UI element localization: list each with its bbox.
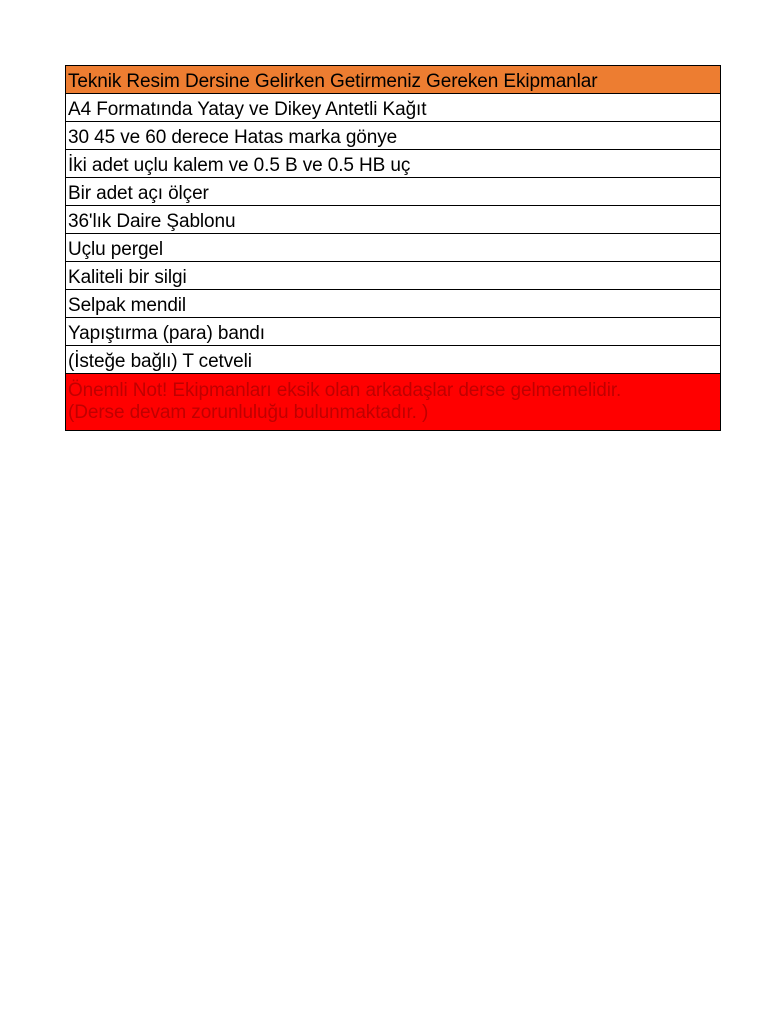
important-note-row bbox=[66, 374, 721, 431]
table-row bbox=[66, 178, 721, 206]
table-row bbox=[66, 150, 721, 178]
table-cell: Bir adet açı ölçer bbox=[66, 178, 721, 206]
table-cell: 30 45 ve 60 derece Hatas marka gönye bbox=[66, 122, 721, 150]
table-cell: Selpak mendil bbox=[66, 290, 721, 318]
table-cell: Kaliteli bir silgi bbox=[66, 262, 721, 290]
table-cell: 36'lık Daire Şablonu bbox=[66, 206, 721, 234]
table-cell: Uçlu pergel bbox=[66, 234, 721, 262]
table-row bbox=[66, 94, 721, 122]
table-header-cell: Teknik Resim Dersine Gelirken Getirmeniz Gereken Ekipmanlar bbox=[66, 66, 721, 94]
table-row bbox=[66, 346, 721, 374]
table-cell: Yapıştırma (para) bandı bbox=[66, 318, 721, 346]
table-row bbox=[66, 234, 721, 262]
table-header-row bbox=[66, 66, 721, 94]
table-row bbox=[66, 122, 721, 150]
important-note-line-2: (Derse devam zorunluluğu bulunmaktadır. ) bbox=[68, 402, 429, 423]
important-note-cell bbox=[66, 374, 721, 431]
table-cell: İki adet uçlu kalem ve 0.5 B ve 0.5 HB uç bbox=[66, 150, 721, 178]
table-cell: (İsteğe bağlı) T cetveli bbox=[66, 346, 721, 374]
important-note-line-1: Önemli Not! Ekipmanları eksik olan arkadaşlar derse gelmemelidir. bbox=[68, 380, 622, 401]
table-cell: A4 Formatında Yatay ve Dikey Antetli Kağıt bbox=[66, 94, 721, 122]
table-row bbox=[66, 318, 721, 346]
table-row bbox=[66, 206, 721, 234]
equipment-table bbox=[65, 65, 721, 431]
table-row bbox=[66, 290, 721, 318]
table-row bbox=[66, 262, 721, 290]
